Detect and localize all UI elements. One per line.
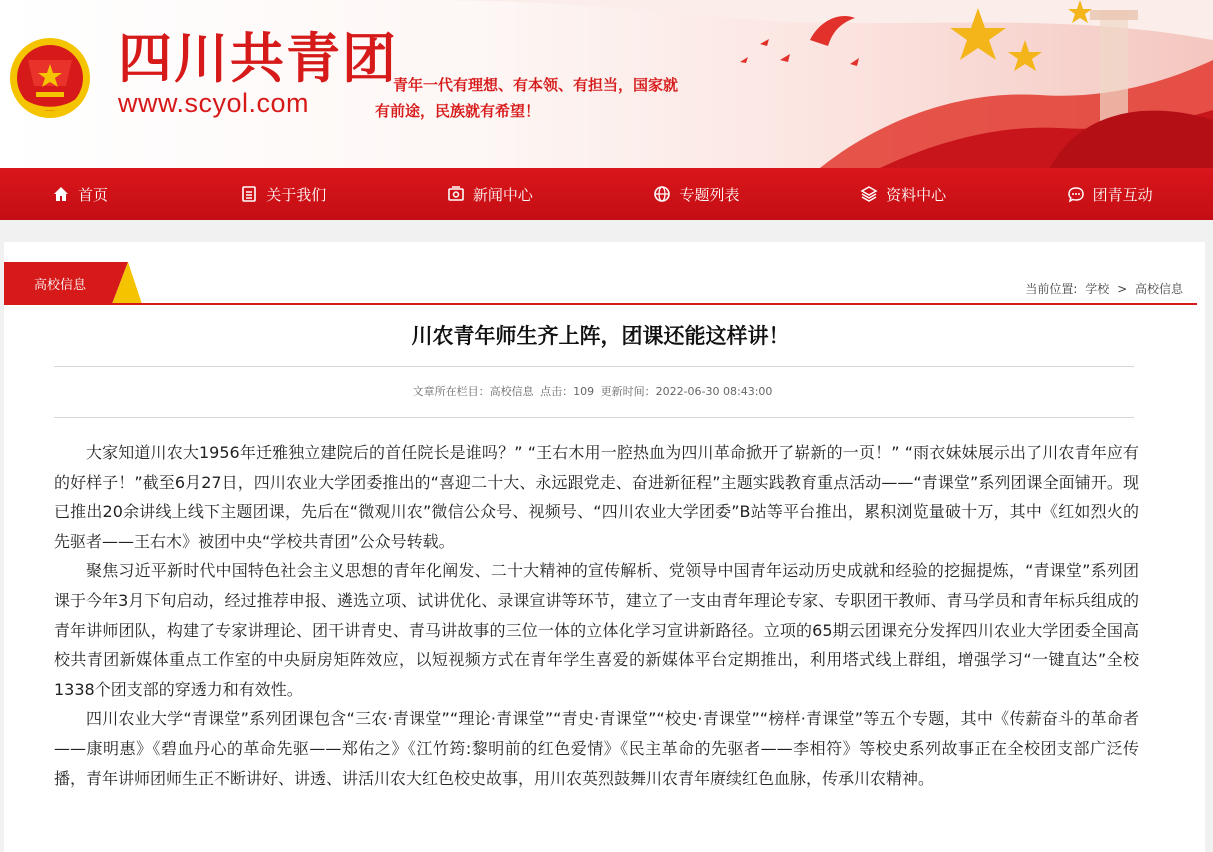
article-paragraph: 聚焦习近平新时代中国特色社会主义思想的青年化阐发、二十大精神的宣传解析、党领导中国青年运动历史成就和经验的挖掘提炼，“青课堂”系列团课于今年3月下旬启动，经过推荐申报、遴选立项、试讲优化、录课宣讲等环节，建立了一支由青年理论专家、专职团干教师、青马学员和青年标兵组成的青年讲师团队，构建了专家讲理论、团干讲青史、青马讲故事的三位一体的立体化学习宣讲新路径。立项的65期云团课充分发挥四川农业大学团委全国高校共青团新媒体重点工作室的中央厨房矩阵效应，以短视频方式在青年学生喜爱的新媒体平台定期推出，利用塔式线上群组，增强学习“一键直达”全校1338个团支部的穿透力和有效性。 <box>54 561 1139 699</box>
column-tab-label: 高校信息 <box>34 278 87 293</box>
content-panel <box>4 242 1205 852</box>
site-header-banner <box>0 0 1213 168</box>
meta-clicks: 点击：109 <box>540 385 595 398</box>
document-icon <box>240 185 258 203</box>
breadcrumb-prefix: 当前位置: <box>1025 282 1078 296</box>
news-icon <box>447 185 465 203</box>
nav-label-interaction: 团青互动 <box>1092 185 1153 204</box>
globe-icon <box>653 185 671 203</box>
column-divider <box>4 303 1197 305</box>
nav-item-home[interactable] <box>0 168 180 220</box>
layers-icon <box>860 185 878 203</box>
nav-label-news: 新闻中心 <box>472 185 533 204</box>
brand-name: 四川共青团 <box>118 26 398 90</box>
column-tab[interactable] <box>4 262 142 304</box>
brand-url[interactable]: www.scyol.com <box>118 88 310 118</box>
slogan-line-2: 有前途，民族就有希望！ <box>375 102 541 120</box>
nav-item-about[interactable] <box>180 168 387 220</box>
breadcrumb-separator: > <box>1117 282 1128 296</box>
article-meta <box>54 366 1134 418</box>
breadcrumb-link-school[interactable]: 学校 <box>1085 282 1110 296</box>
meta-updated: 更新时间：2022-06-30 08:43:00 <box>600 385 773 398</box>
nav-label-resources: 资料中心 <box>886 185 947 204</box>
nav-item-news[interactable] <box>387 168 594 220</box>
nav-label-topics: 专题列表 <box>679 185 740 204</box>
chat-icon <box>1067 185 1085 203</box>
home-icon <box>52 185 70 203</box>
nav-label-home: 首页 <box>78 185 109 204</box>
article-body <box>54 438 1139 793</box>
article-paragraph: 四川农业大学“青课堂”系列团课包含“三农·青课堂”“理论·青课堂”“青史·青课堂”“校史·青课堂”“榜样·青课堂”等五个专题，其中《传薪奋斗的革命者——康明惠》《碧血丹心的革命先驱——郑佑之》《江竹筠:黎明前的红色爱情》《民主革命的先驱者——李相符》等校史系列故事正在全校团支部广泛传播，青年讲师团师生正不断讲好、讲透、讲活川农大红色校史故事，用川农英烈鼓舞川农青年赓续红色血脉，传承川农精神。 <box>54 709 1139 788</box>
nav-item-topics[interactable] <box>593 168 800 220</box>
breadcrumb <box>1023 280 1185 297</box>
meta-column: 文章所在栏目：高校信息 <box>412 385 534 398</box>
nav-item-interaction[interactable] <box>1006 168 1213 220</box>
breadcrumb-link-college-info[interactable]: 高校信息 <box>1134 282 1183 296</box>
doves-stars-decoration <box>720 0 1213 168</box>
nav-item-resources[interactable] <box>800 168 1007 220</box>
main-nav <box>0 168 1213 220</box>
article-title: 川农青年师生齐上阵，团课还能这样讲！ <box>411 324 790 348</box>
slogan <box>375 72 715 124</box>
nav-spacer <box>0 220 1213 242</box>
article-paragraph: 大家知道川农大1956年迁雅独立建院后的首任院长是谁吗？” “王右木用一腔热血为四川革命掀开了崭新的一页！” “雨衣妹妹展示出了川农青年应有的好样子！”截至6月27日，四川农业大学团委推出的“喜迎二十大、永远跟党走、奋进新征程”主题实践教育重点活动——“青课堂”系列团课全面铺开。现已推出20余讲线上线下主题团课，先后在“微观川农”微信公众号、视频号、“四川农业大学团委”B站等平台推出，累积浏览量破十万，其中《红如烈火的先驱者——王右木》被团中央“学校共青团”公众号转载。 <box>54 443 1139 551</box>
nav-label-about: 关于我们 <box>266 185 327 204</box>
slogan-line-1: 青年一代有理想、有本领、有担当，国家就 <box>393 76 679 94</box>
league-emblem-logo <box>6 30 94 122</box>
